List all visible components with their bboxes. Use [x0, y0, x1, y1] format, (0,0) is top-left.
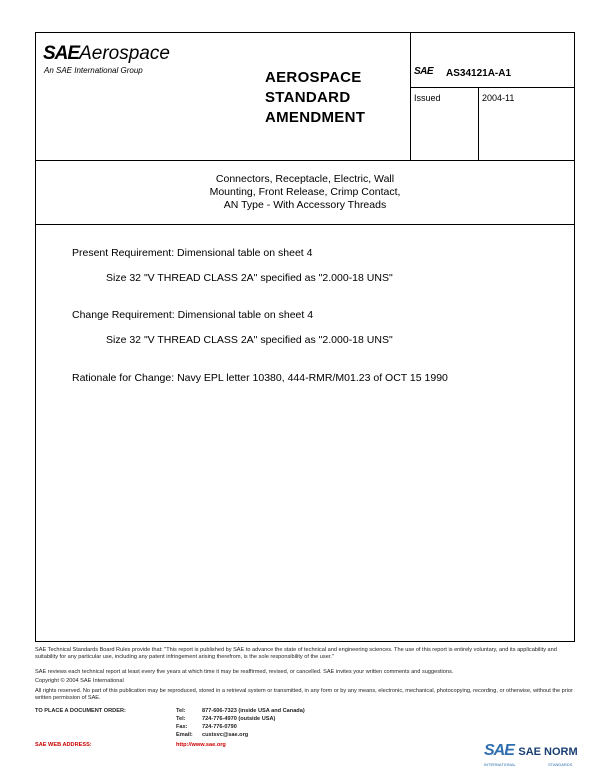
order-label: TO PLACE A DOCUMENT ORDER:	[35, 708, 126, 714]
doc-type-line3: AMENDMENT	[265, 109, 366, 126]
title-line1: Connectors, Receptacle, Electric, Wall	[215, 173, 395, 185]
issued-value: 2004-11	[482, 93, 515, 103]
document-title	[35, 173, 575, 212]
doc-type-line1: AEROSPACE	[265, 69, 362, 86]
fax-label: Fax:	[176, 724, 188, 730]
title-divider	[35, 224, 575, 225]
small-sae-logo: SAE	[414, 66, 434, 77]
title-line3: AN Type - With Accessory Threads	[223, 199, 387, 211]
title-line2: Mounting, Front Release, Crimp Contact,	[209, 186, 401, 198]
change-detail: Size 32 "V THREAD CLASS 2A" specified as "2.000-18 UNS"	[106, 334, 393, 346]
watermark-brand: SAE	[484, 742, 514, 759]
web-link[interactable]: http://www.sae.org	[176, 742, 226, 748]
change-requirement: Change Requirement: Dimensional table on sheet 4	[72, 309, 314, 321]
watermark-word: SAE NORM	[518, 746, 578, 758]
watermark-sub-right: STANDARDS	[548, 762, 573, 767]
rights-notice: All rights reserved. No part of this publication may be reproduced, stored in a retrieval system or transmitted, in any form or by any means, electronic, mechanical, photocopying, recording, or otherwise, without the prior written permission of SAE.	[35, 688, 573, 702]
rationale: Rationale for Change: Navy EPL letter 10380, 444-RMR/M01.23 of OCT 15 1990	[72, 372, 448, 384]
logo-subtitle: An SAE International Group	[44, 66, 143, 75]
email-label: Email:	[176, 732, 193, 738]
email-link[interactable]: custsvc@sae.org	[202, 732, 249, 738]
tel2-label: Tel:	[176, 716, 186, 722]
footer-para2: SAE reviews each technical report at least every five years at which time it may be reaffirmed, revised, or cancelled. SAE invites your written comments and suggestions.	[35, 669, 454, 675]
present-requirement: Present Requirement: Dimensional table on sheet 4	[72, 247, 313, 259]
issued-label: Issued	[414, 93, 441, 103]
doc-number: AS34121A-A1	[446, 68, 512, 79]
tel-value: 877-606-7323 (inside USA and Canada)	[202, 708, 305, 714]
header-divider	[35, 160, 575, 161]
present-detail: Size 32 "V THREAD CLASS 2A" specified as "2.000-18 UNS"	[106, 272, 393, 284]
fax-value: 724-776-0790	[202, 724, 237, 730]
header-vertical-divider	[410, 32, 411, 160]
doc-type-line2: STANDARD	[265, 89, 351, 106]
footer-para1: SAE Technical Standards Board Rules provide that: "This report is published by SAE to advance the state of technical and engineering sciences. The use of this report is entirely voluntary, and its applicability and suitability for any particular use, including any patent infringement arising therefrom, is the sole responsibility of the user."	[35, 647, 557, 661]
logo-word: Aerospace	[79, 43, 170, 64]
web-label: SAE WEB ADDRESS:	[35, 742, 92, 748]
docnumber-divider	[410, 87, 575, 88]
issued-vertical-divider	[478, 87, 479, 160]
watermark-sub-left: INTERNATIONAL	[484, 762, 516, 767]
sae-norm-watermark	[484, 742, 578, 760]
sae-aerospace-logo	[43, 43, 170, 65]
tel-label: Tel:	[176, 708, 186, 714]
logo-brand: SAE	[43, 43, 80, 64]
copyright: Copyright © 2004 SAE International	[35, 678, 124, 684]
tel2-value: 724-776-4970 (outside USA)	[202, 716, 276, 722]
